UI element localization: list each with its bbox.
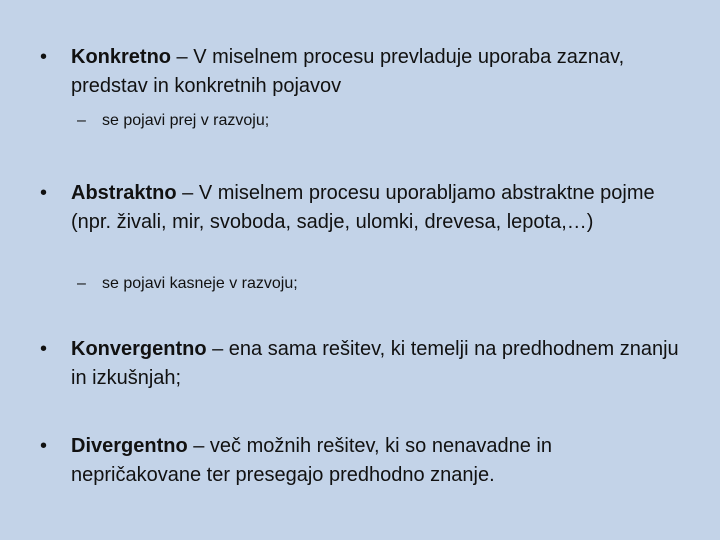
sub-item-text: se pojavi prej v razvoju; [102, 112, 270, 129]
bullet-item-abstraktno [40, 179, 680, 237]
bullet-icon: • [40, 338, 48, 360]
dash-icon: – [77, 112, 86, 129]
bullet-text [71, 335, 680, 393]
bullet-description: – več možnih rešitev, ki so nenavadne in nepričakovane ter presegajo predhodno znanje. [71, 435, 552, 486]
sub-item-abstraktno [77, 273, 677, 295]
bullet-description: – ena sama rešitev, ki temelji na predhodnem znanju in izkušnjah; [71, 338, 679, 389]
bullet-text [71, 179, 680, 237]
bullet-term: Divergentno [71, 435, 188, 457]
bullet-icon: • [40, 182, 48, 204]
bullet-icon: • [40, 46, 48, 68]
bullet-item-konkretno [40, 43, 680, 101]
bullet-text [71, 43, 680, 101]
bullet-term: Abstraktno [71, 182, 177, 204]
bullet-term: Konvergentno [71, 338, 207, 360]
sub-item-text: se pojavi kasneje v razvoju; [102, 275, 298, 292]
sub-item-konkretno [77, 110, 677, 132]
bullet-description: – V miselnem procesu prevladuje uporaba zaznav, predstav in konkretnih pojavov [71, 46, 625, 97]
dash-icon: – [77, 275, 86, 292]
bullet-icon: • [40, 435, 48, 457]
bullet-term: Konkretno [71, 46, 171, 68]
bullet-description: – V miselnem procesu uporabljamo abstraktne pojme (npr. živali, mir, svoboda, sadje, ulomki, drevesa, lepota,…) [71, 182, 655, 233]
bullet-item-divergentno [40, 432, 680, 490]
bullet-item-konvergentno [40, 335, 680, 393]
bullet-text [71, 432, 680, 490]
